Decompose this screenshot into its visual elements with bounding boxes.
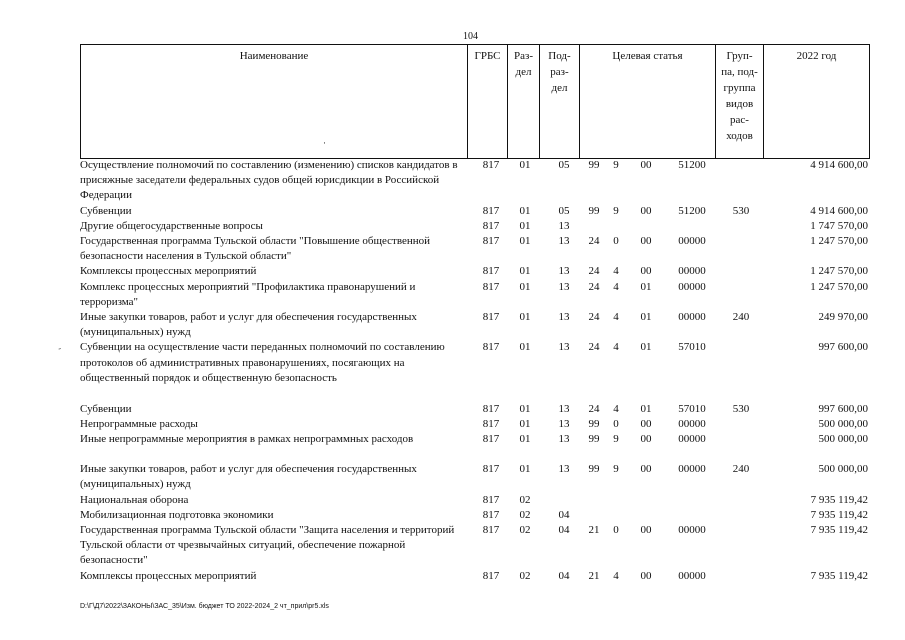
cell-target-type: 9 <box>613 463 619 476</box>
cell-amount: 7 935 119,42 <box>810 508 868 521</box>
cell-amount: 249 970,00 <box>818 311 868 324</box>
cell-podrazdel: 13 <box>558 341 570 354</box>
cell-razdel: 01 <box>519 280 531 293</box>
cell-amount: 500 000,00 <box>818 417 868 430</box>
cell-name: Субвенции <box>80 402 132 415</box>
cell-podrazdel: 13 <box>558 235 570 248</box>
cell-target-program: 24 <box>588 280 600 293</box>
cell-target-program: 24 <box>588 341 600 354</box>
cell-target-program: 99 <box>588 204 600 217</box>
cell-amount: 500 000,00 <box>818 432 868 445</box>
table-row <box>80 204 870 219</box>
header-name: Наименование <box>80 45 467 158</box>
cell-grbs: 817 <box>482 508 500 521</box>
cell-podrazdel: 04 <box>558 508 570 521</box>
cell-amount: 997 600,00 <box>818 402 868 415</box>
cell-razdel: 01 <box>519 235 531 248</box>
cell-razdel: 01 <box>519 265 531 278</box>
cell-podrazdel: 13 <box>558 280 570 293</box>
cell-target-code: 00000 <box>678 311 706 324</box>
cell-target-code: 00000 <box>678 265 706 278</box>
cell-amount: 4 914 600,00 <box>810 204 868 217</box>
table-row <box>80 158 870 204</box>
table-row <box>80 280 870 310</box>
cell-target-sub: 01 <box>640 402 652 415</box>
cell-razdel: 02 <box>519 569 531 582</box>
cell-target-sub: 00 <box>640 523 652 536</box>
cell-grbs: 817 <box>482 341 500 354</box>
cell-target-sub: 00 <box>640 235 652 248</box>
cell-grbs: 817 <box>482 417 500 430</box>
cell-target-type: 0 <box>613 235 619 248</box>
cell-target-sub: 00 <box>640 569 652 582</box>
cell-grbs: 817 <box>482 204 500 217</box>
cell-target-program: 24 <box>588 235 600 248</box>
cell-target-type: 4 <box>613 265 619 278</box>
cell-grbs: 817 <box>482 235 500 248</box>
table-row <box>80 417 870 432</box>
cell-target-type: 9 <box>613 204 619 217</box>
cell-podrazdel: 13 <box>558 219 570 232</box>
cell-name: Непрограммные расходы <box>80 417 198 430</box>
cell-grbs: 817 <box>482 311 500 324</box>
cell-name: Иные непрограммные мероприятия в рамках непрограммных расходов <box>80 432 414 445</box>
table-row <box>80 508 870 523</box>
cell-razdel: 02 <box>519 508 531 521</box>
cell-amount: 1 247 570,00 <box>810 235 868 248</box>
cell-target-program: 24 <box>588 402 600 415</box>
cell-target-code: 00000 <box>678 523 706 536</box>
table-header <box>80 44 870 159</box>
cell-target-program: 21 <box>588 523 600 536</box>
header-target: Целевая статья <box>579 45 715 158</box>
cell-target-sub: 00 <box>640 463 652 476</box>
table-row <box>80 340 870 386</box>
cell-target-code: 00000 <box>678 235 706 248</box>
cell-podrazdel: 13 <box>558 463 570 476</box>
cell-amount: 7 935 119,42 <box>810 569 868 582</box>
cell-expense-type: 530 <box>732 402 750 415</box>
cell-razdel: 01 <box>519 432 531 445</box>
cell-amount: 1 747 570,00 <box>810 219 868 232</box>
cell-amount: 7 935 119,42 <box>810 523 868 536</box>
table-body <box>80 158 870 584</box>
cell-razdel: 02 <box>519 493 531 506</box>
cell-razdel: 01 <box>519 402 531 415</box>
cell-name: Государственная программа Тульской области "Повышение общественной безопасности населения в Тульской области" <box>80 235 430 263</box>
table-row <box>80 219 870 234</box>
cell-grbs: 817 <box>482 265 500 278</box>
cell-podrazdel: 13 <box>558 402 570 415</box>
table-row <box>80 234 870 264</box>
margin-mark: - <box>56 342 63 354</box>
cell-target-sub: 00 <box>640 417 652 430</box>
cell-target-program: 99 <box>588 463 600 476</box>
cell-target-code: 57010 <box>678 341 706 354</box>
cell-podrazdel: 05 <box>558 159 570 171</box>
cell-target-type: 9 <box>613 432 619 445</box>
cell-name: Комплекс процессных мероприятий "Профилактика правонарушений и терроризма" <box>80 280 416 308</box>
cell-target-program: 99 <box>588 417 600 430</box>
cell-amount: 7 935 119,42 <box>810 493 868 506</box>
cell-target-code: 57010 <box>678 402 706 415</box>
cell-podrazdel: 04 <box>558 569 570 582</box>
cell-podrazdel: 13 <box>558 265 570 278</box>
cell-razdel: 01 <box>519 204 531 217</box>
table-row <box>80 569 870 584</box>
cell-target-code: 00000 <box>678 432 706 445</box>
cell-target-sub: 00 <box>640 204 652 217</box>
header-year: 2022 год <box>763 45 870 158</box>
cell-target-program: 99 <box>588 432 600 445</box>
cell-target-type: 4 <box>613 280 619 293</box>
cell-name: Субвенции на осуществление части переданных полномочий по составлению протоколов об административных правонарушениях, посягающих на общественный порядок и общественную безопасность <box>80 341 445 384</box>
cell-amount: 1 247 570,00 <box>810 265 868 278</box>
cell-grbs: 817 <box>482 523 500 536</box>
cell-name: Иные закупки товаров, работ и услуг для обеспечения государственных (муниципальных) нужд <box>80 311 417 339</box>
cell-grbs: 817 <box>482 159 500 171</box>
cell-name: Комплексы процессных мероприятий <box>80 569 257 582</box>
cell-target-type: 9 <box>613 159 619 171</box>
cell-razdel: 01 <box>519 219 531 232</box>
table-row <box>80 310 870 340</box>
cell-podrazdel: 13 <box>558 311 570 324</box>
cell-name: Государственная программа Тульской области "Защита населения и территорий Тульской области от чрезвычайных ситуаций, обеспечение пожарной безопасности" <box>80 523 455 567</box>
cell-podrazdel: 04 <box>558 523 570 536</box>
cell-target-type: 4 <box>613 341 619 354</box>
cell-target-sub: 01 <box>640 311 652 324</box>
cell-name: Другие общегосударственные вопросы <box>80 219 263 232</box>
cell-target-code: 00000 <box>678 280 706 293</box>
cell-razdel: 01 <box>519 463 531 476</box>
cell-target-sub: 01 <box>640 280 652 293</box>
cell-razdel: 01 <box>519 417 531 430</box>
cell-razdel: 01 <box>519 311 531 324</box>
dot-mark: · <box>323 138 326 148</box>
cell-name: Субвенции <box>80 204 132 217</box>
cell-grbs: 817 <box>482 402 500 415</box>
cell-grbs: 817 <box>482 569 500 582</box>
cell-target-program: 21 <box>588 569 600 582</box>
file-path-footer: D:\Г\Д7\2022\ЗАКОНЫ\ЗАС_35\Изм. бюджет ТО 2022-2024_2 чт_прил\pr5.xls <box>80 603 329 610</box>
cell-target-code: 51200 <box>678 159 706 171</box>
header-vr: Груп- па, под- группа видов рас- ходов <box>715 45 763 158</box>
cell-amount: 500 000,00 <box>818 463 868 476</box>
table-row <box>80 523 870 569</box>
cell-grbs: 817 <box>482 463 500 476</box>
cell-razdel: 02 <box>519 523 531 536</box>
cell-target-code: 00000 <box>678 463 706 476</box>
cell-target-type: 4 <box>613 311 619 324</box>
cell-expense-type: 240 <box>732 311 750 324</box>
cell-grbs: 817 <box>482 219 500 232</box>
cell-grbs: 817 <box>482 280 500 293</box>
cell-podrazdel: 13 <box>558 417 570 430</box>
header-razdel: Раз- дел <box>507 45 539 158</box>
cell-target-type: 4 <box>613 402 619 415</box>
cell-target-program: 24 <box>588 265 600 278</box>
cell-podrazdel: 05 <box>558 204 570 217</box>
cell-target-sub: 00 <box>640 159 652 171</box>
cell-grbs: 817 <box>482 432 500 445</box>
cell-target-program: 99 <box>588 159 600 171</box>
page-number: 104 <box>463 31 478 42</box>
cell-name: Иные закупки товаров, работ и услуг для обеспечения государственных (муниципальных) нужд <box>80 463 417 491</box>
cell-target-sub: 01 <box>640 341 652 354</box>
cell-expense-type: 530 <box>732 204 750 217</box>
cell-target-type: 0 <box>613 417 619 430</box>
cell-target-code: 00000 <box>678 569 706 582</box>
header-podrazdel: Под- раз- дел <box>539 45 579 158</box>
cell-podrazdel: 13 <box>558 432 570 445</box>
cell-name: Мобилизационная подготовка экономики <box>80 508 274 521</box>
cell-expense-type: 240 <box>732 463 750 476</box>
cell-name: Комплексы процессных мероприятий <box>80 265 257 278</box>
cell-razdel: 01 <box>519 341 531 354</box>
cell-amount: 997 600,00 <box>818 341 868 354</box>
cell-razdel: 01 <box>519 159 531 171</box>
cell-target-type: 0 <box>613 523 619 536</box>
cell-target-program: 24 <box>588 311 600 324</box>
cell-target-sub: 00 <box>640 432 652 445</box>
cell-amount: 1 247 570,00 <box>810 280 868 293</box>
header-grbs: ГРБС <box>467 45 507 158</box>
table-row <box>80 402 870 417</box>
table-row <box>80 462 870 492</box>
cell-name: Осуществление полномочий по составлению (изменению) списков кандидатов в присяжные заседатели федеральных судов общей юрисдикции в Российской Федерации <box>80 159 458 202</box>
cell-target-code: 51200 <box>678 204 706 217</box>
cell-target-sub: 00 <box>640 265 652 278</box>
cell-amount: 4 914 600,00 <box>810 159 868 171</box>
table-row <box>80 264 870 279</box>
cell-target-code: 00000 <box>678 417 706 430</box>
cell-name: Национальная оборона <box>80 493 189 506</box>
cell-grbs: 817 <box>482 493 500 506</box>
cell-target-type: 4 <box>613 569 619 582</box>
table-row <box>80 493 870 508</box>
table-row <box>80 432 870 447</box>
